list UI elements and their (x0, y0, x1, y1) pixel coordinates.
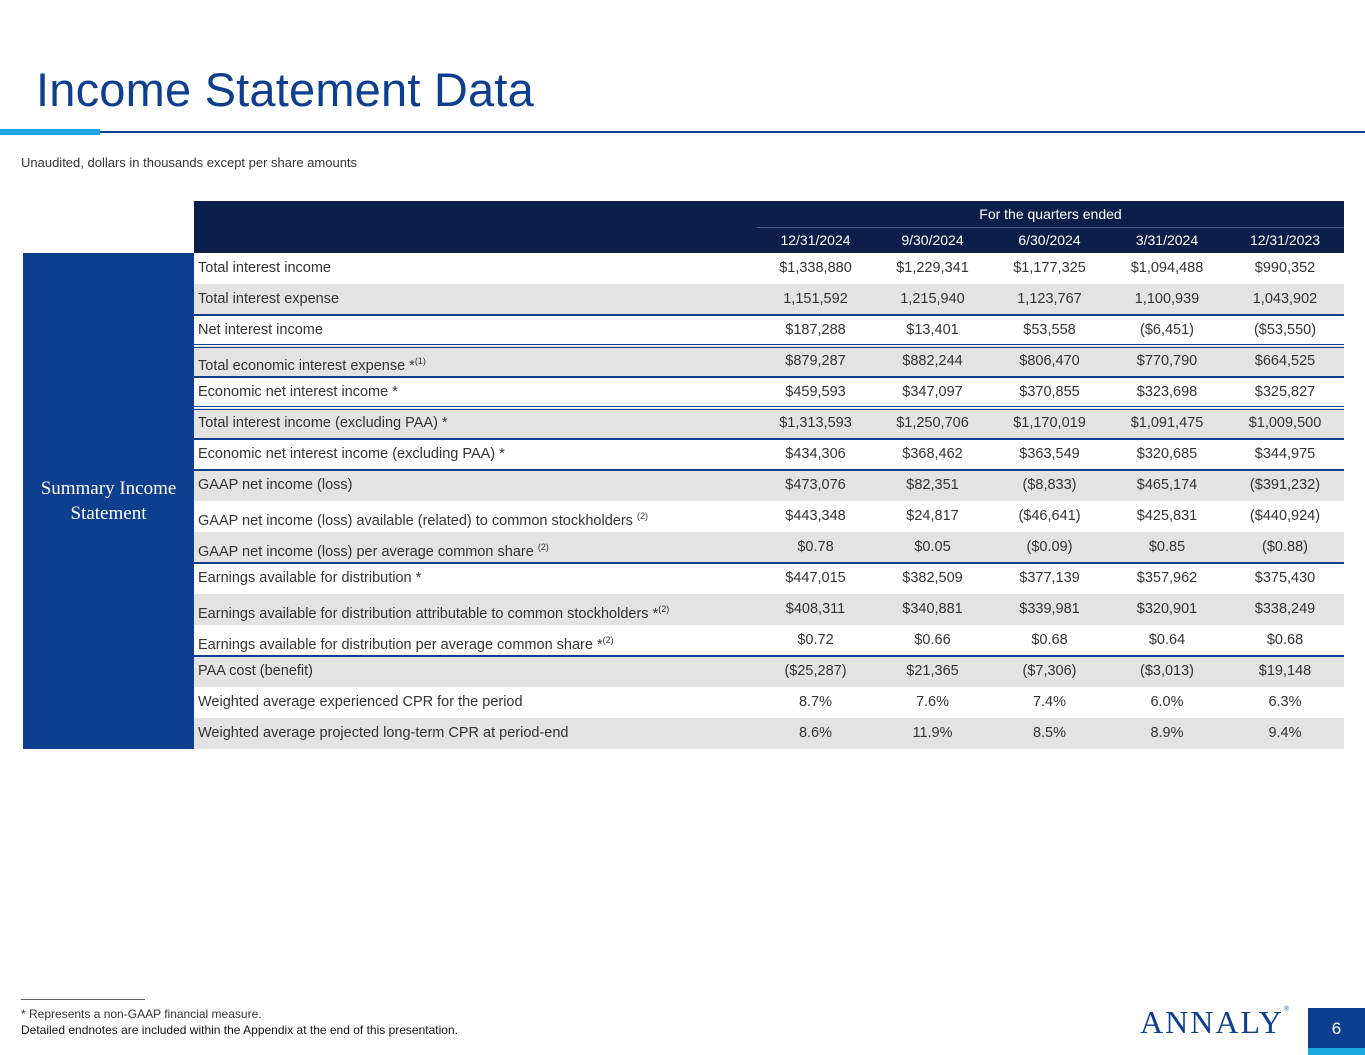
row-divider (194, 655, 1344, 657)
table-cell: 9.4% (1268, 725, 1302, 741)
table-row (194, 284, 1344, 315)
table-cell: $1,177,325 (1013, 260, 1086, 276)
table-row (194, 656, 1344, 687)
table-cell: $882,244 (902, 353, 963, 369)
table-cell: $344,975 (1254, 446, 1316, 462)
table-cell: $382,509 (902, 570, 963, 586)
row-label-text: Weighted average experienced CPR for the period (198, 694, 523, 710)
table-cell: 7.4% (1032, 694, 1067, 710)
row-divider (194, 438, 1344, 440)
table-cell: 8.5% (1032, 725, 1067, 741)
row-label-text: Net interest income (198, 322, 323, 338)
page-number-accent (1308, 1048, 1365, 1055)
row-label (198, 439, 505, 470)
row-label-text: GAAP net income (loss) per average common share (198, 544, 538, 560)
table-cell: $806,470 (1019, 353, 1080, 369)
footnote-non-gaap: * Represents a non-GAAP financial measure. (21, 1007, 262, 1021)
table-row (194, 315, 1344, 346)
table-cell: $0.05 (914, 539, 951, 555)
table-cell: 8.7% (798, 694, 833, 710)
column-header: 6/30/2024 (1018, 232, 1081, 248)
table-row (194, 501, 1344, 532)
table-row (194, 253, 1344, 284)
column-header: 9/30/2024 (901, 232, 964, 248)
logo-mark: ® (1283, 1005, 1290, 1013)
table-cell: $0.68 (1031, 632, 1068, 648)
table-row (194, 408, 1344, 439)
table-cell: $1,229,341 (896, 260, 969, 276)
row-label-text: PAA cost (benefit) (198, 663, 313, 679)
row-label-note: (2) (602, 635, 614, 645)
row-label-text: Total interest income (198, 260, 331, 276)
row-label-text: Total interest income (excluding PAA) * (198, 415, 448, 431)
table-cell: $1,094,488 (1130, 260, 1204, 276)
table-cell: $1,313,593 (779, 415, 852, 431)
table-cell: $443,348 (785, 508, 846, 524)
table-cell: $447,015 (785, 570, 846, 586)
table-cell: $347,097 (902, 384, 963, 400)
table-cell: $1,250,706 (896, 415, 969, 431)
table-cell: $0.78 (797, 539, 834, 555)
row-label-text: Total economic interest expense * (198, 358, 415, 374)
table-cell: $879,287 (785, 353, 846, 369)
table-row (194, 594, 1344, 625)
table-cell: $0.68 (1266, 632, 1304, 648)
table-row (194, 346, 1344, 377)
page-subtitle: Unaudited, dollars in thousands except per share amounts (21, 155, 358, 170)
row-label-note: (2) (537, 542, 549, 552)
footnote-rule (21, 999, 145, 1000)
table-cell: $320,685 (1136, 446, 1198, 462)
row-label-text: Economic net interest income * (198, 384, 398, 400)
table-cell: $363,549 (1019, 446, 1080, 462)
table-cell: $375,430 (1254, 570, 1316, 586)
column-header: 12/31/2024 (780, 232, 851, 248)
table-row (194, 532, 1344, 563)
table-cell: $323,698 (1136, 384, 1198, 400)
table-cell: $340,881 (902, 601, 963, 617)
table-row (194, 563, 1344, 594)
table-cell: $377,139 (1019, 570, 1080, 586)
row-label-text: Total interest expense (198, 291, 340, 307)
table-cell: $1,091,475 (1130, 415, 1204, 431)
footnote-endnotes: Detailed endnotes are included within the Appendix at the end of this presentation. (21, 1023, 458, 1037)
table-cell: ($46,641) (1018, 508, 1081, 524)
column-header: 12/31/2023 (1249, 232, 1321, 248)
table-cell: $459,593 (785, 384, 846, 400)
page-number: 6 (1308, 1008, 1365, 1055)
table-cell: $187,288 (785, 322, 846, 338)
table-row (194, 625, 1344, 656)
table-cell: $1,009,500 (1248, 415, 1322, 431)
row-label (198, 563, 421, 594)
table-cell: $21,365 (906, 663, 959, 679)
table-cell: $19,148 (1258, 663, 1312, 679)
logo-text: ANNALY (1140, 1004, 1284, 1040)
column-header: 3/31/2024 (1135, 232, 1199, 248)
row-label (198, 377, 398, 408)
table-cell: $339,981 (1019, 601, 1080, 617)
table-cell: 11.9% (912, 725, 953, 741)
table-cell: $770,790 (1136, 353, 1198, 369)
table-cell: $82,351 (906, 477, 959, 493)
table-row (194, 687, 1344, 718)
table-row (194, 470, 1344, 501)
row-label (198, 408, 448, 439)
title-rule-accent (0, 129, 100, 135)
row-label (198, 687, 523, 718)
row-divider (194, 344, 1344, 348)
table-cell: ($25,287) (784, 663, 847, 679)
table-cell: $1,338,880 (779, 260, 852, 276)
table-cell: 1,123,767 (1017, 291, 1082, 307)
table-cell: ($440,924) (1249, 508, 1321, 524)
table-cell: ($0.09) (1026, 539, 1073, 555)
table-cell: 1,215,940 (900, 291, 965, 307)
table-cell: $408,311 (785, 601, 846, 617)
row-divider (194, 562, 1344, 564)
table-cell: 6.0% (1150, 694, 1184, 710)
page-title: Income Statement Data (36, 63, 534, 116)
table-cell: $338,249 (1254, 601, 1316, 617)
row-label-text: Earnings available for distribution attributable to common stockholders * (198, 606, 659, 622)
table-cell: $368,462 (902, 446, 963, 462)
row-label (198, 718, 569, 749)
table-group-header: For the quarters ended (979, 206, 1122, 222)
table-cell: ($391,232) (1249, 477, 1321, 493)
table-cell: $357,962 (1136, 570, 1198, 586)
row-divider (194, 376, 1344, 378)
row-label-text: Earnings available for distribution per average common share * (198, 637, 603, 653)
row-label-text: GAAP net income (loss) available (related) to common stockholders (198, 513, 637, 529)
table-cell: 8.6% (798, 725, 833, 741)
table-cell: 1,151,592 (783, 291, 848, 307)
table-cell: ($0.88) (1262, 539, 1308, 555)
table-cell: $473,076 (785, 477, 846, 493)
row-label-text: GAAP net income (loss) (198, 477, 353, 493)
table-cell: $325,827 (1254, 384, 1316, 400)
table-cell: $1,170,019 (1013, 415, 1086, 431)
row-label-text: Earnings available for distribution * (198, 570, 422, 586)
row-label (198, 470, 352, 501)
row-divider (194, 406, 1344, 410)
table-cell: 6.3% (1268, 694, 1302, 710)
row-label (198, 656, 313, 687)
table-cell: ($6,451) (1139, 322, 1194, 338)
row-label-text: Economic net interest income (excluding PAA) * (198, 446, 505, 462)
table-cell: $425,831 (1136, 508, 1198, 524)
table-cell: $320,901 (1136, 601, 1198, 617)
row-label-note: (2) (658, 604, 670, 614)
table-cell: $0.64 (1148, 632, 1186, 648)
table-cell: $0.66 (914, 632, 951, 648)
row-label-note: (1) (414, 356, 426, 366)
table-cell: $370,855 (1019, 384, 1080, 400)
table-cell: ($7,306) (1022, 663, 1077, 679)
table-cell: $53,558 (1023, 322, 1076, 338)
row-divider (194, 469, 1344, 471)
table-cell: $13,401 (906, 322, 959, 338)
table-cell: 7.6% (915, 694, 950, 710)
table-cell: ($3,013) (1139, 663, 1194, 679)
table-cell: $0.85 (1148, 539, 1186, 555)
row-label (198, 315, 323, 346)
table-row (194, 439, 1344, 470)
table-cell: $465,174 (1136, 477, 1198, 493)
table-cell: $990,352 (1254, 260, 1316, 276)
table-cell: ($53,550) (1253, 322, 1317, 338)
table-cell: $664,525 (1254, 353, 1316, 369)
table-cell: ($8,833) (1022, 477, 1077, 493)
table-cell: $434,306 (785, 446, 846, 462)
table-cell: $0.72 (797, 632, 834, 648)
table-cell: 1,100,939 (1134, 291, 1200, 307)
table-cell: 8.9% (1150, 725, 1184, 741)
row-divider (194, 314, 1344, 316)
table-cell: 1,043,902 (1252, 291, 1318, 307)
table-row (194, 718, 1344, 749)
row-label-note: (2) (636, 511, 648, 521)
side-label: Summary Income Statement (23, 253, 194, 749)
title-rule (0, 131, 1365, 133)
table-row (194, 377, 1344, 408)
row-label (198, 253, 331, 284)
row-label (198, 284, 339, 315)
table-cell: $24,817 (906, 508, 959, 524)
row-label-text: Weighted average projected long-term CPR at period-end (198, 725, 569, 741)
annaly-logo (1140, 1004, 1289, 1041)
